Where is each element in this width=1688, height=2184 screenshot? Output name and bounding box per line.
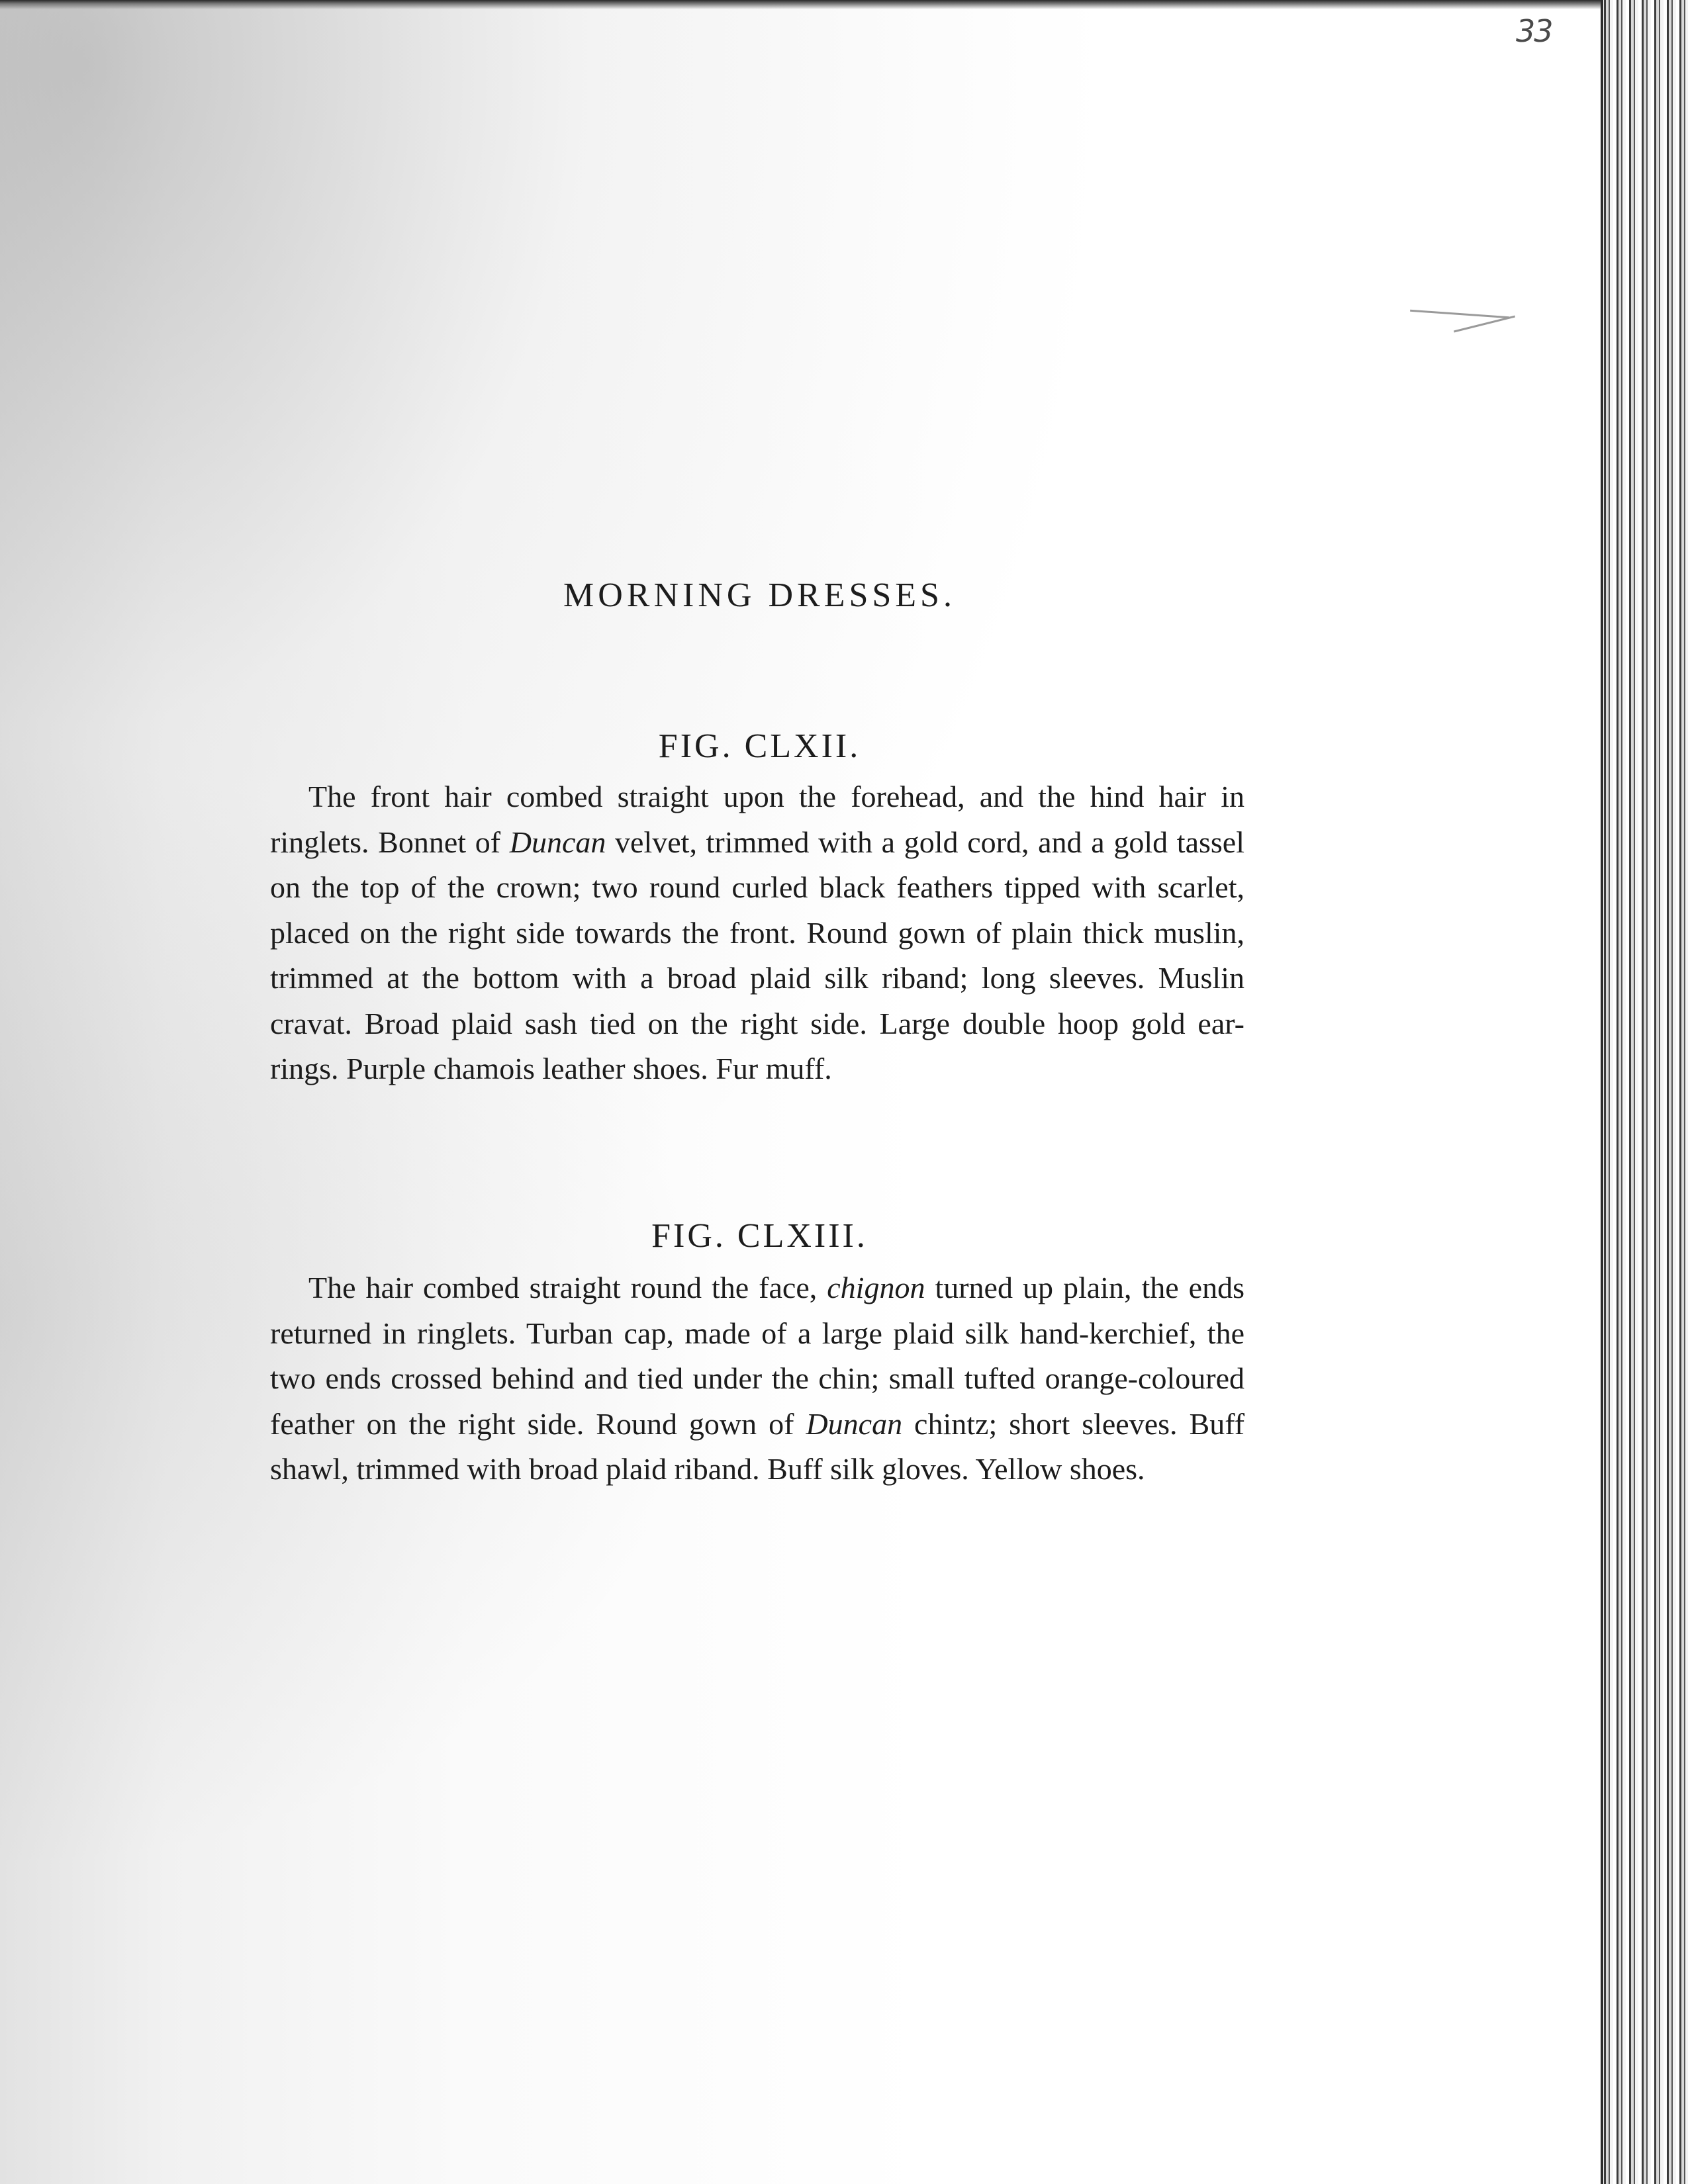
description-italic-text: chignon xyxy=(827,1271,925,1304)
description-italic-text: Duncan xyxy=(509,825,606,859)
stray-mark xyxy=(1454,316,1515,333)
description-text: velvet, trimmed with a gold cord, and a gold tassel on the top of the crown; two round curled black feathers tipped with scarlet, placed on the right side towards the front. Round gown of plain thick muslin, trimmed at the bottom with a broad plaid silk riband; long sleeves. Muslin cravat. Broad plaid sash tied on the right side. Large double hoop gold ear-rings. Purple chamois leather shoes. Fur muff. xyxy=(270,825,1244,1085)
stray-mark xyxy=(1410,310,1509,318)
description-text: The hair combed straight round the face, xyxy=(308,1271,827,1304)
description-text: turned up plain, the ends returned in ringlets. Turban cap, made of a large plaid silk hand-kerchief, the two ends crossed behind and tied under the chin; small tufted orange-coloured feather on the right side. Round gown of xyxy=(270,1271,1244,1441)
page-number: 33 xyxy=(1516,13,1552,49)
stacked-page-edges xyxy=(1601,0,1688,2184)
figure-heading-clxiii: FIG. CLXIII. xyxy=(651,1217,868,1255)
description-text: The front hair combed straight upon the forehead, and the hind hair in ringlets. Bonnet of xyxy=(270,780,1244,859)
figure-description-clxii xyxy=(270,774,1244,1092)
top-edge-shadow xyxy=(0,0,1602,9)
description-text: chintz; short sleeves. Buff shawl, trimmed with broad plaid riband. Buff silk gloves. Yellow shoes. xyxy=(270,1406,1245,1486)
page-title: MORNING DRESSES. xyxy=(563,576,956,614)
figure-heading-clxii: FIG. CLXII. xyxy=(658,727,861,765)
figure-description-clxiii xyxy=(270,1265,1244,1492)
description-italic-text: Duncan xyxy=(806,1406,903,1441)
